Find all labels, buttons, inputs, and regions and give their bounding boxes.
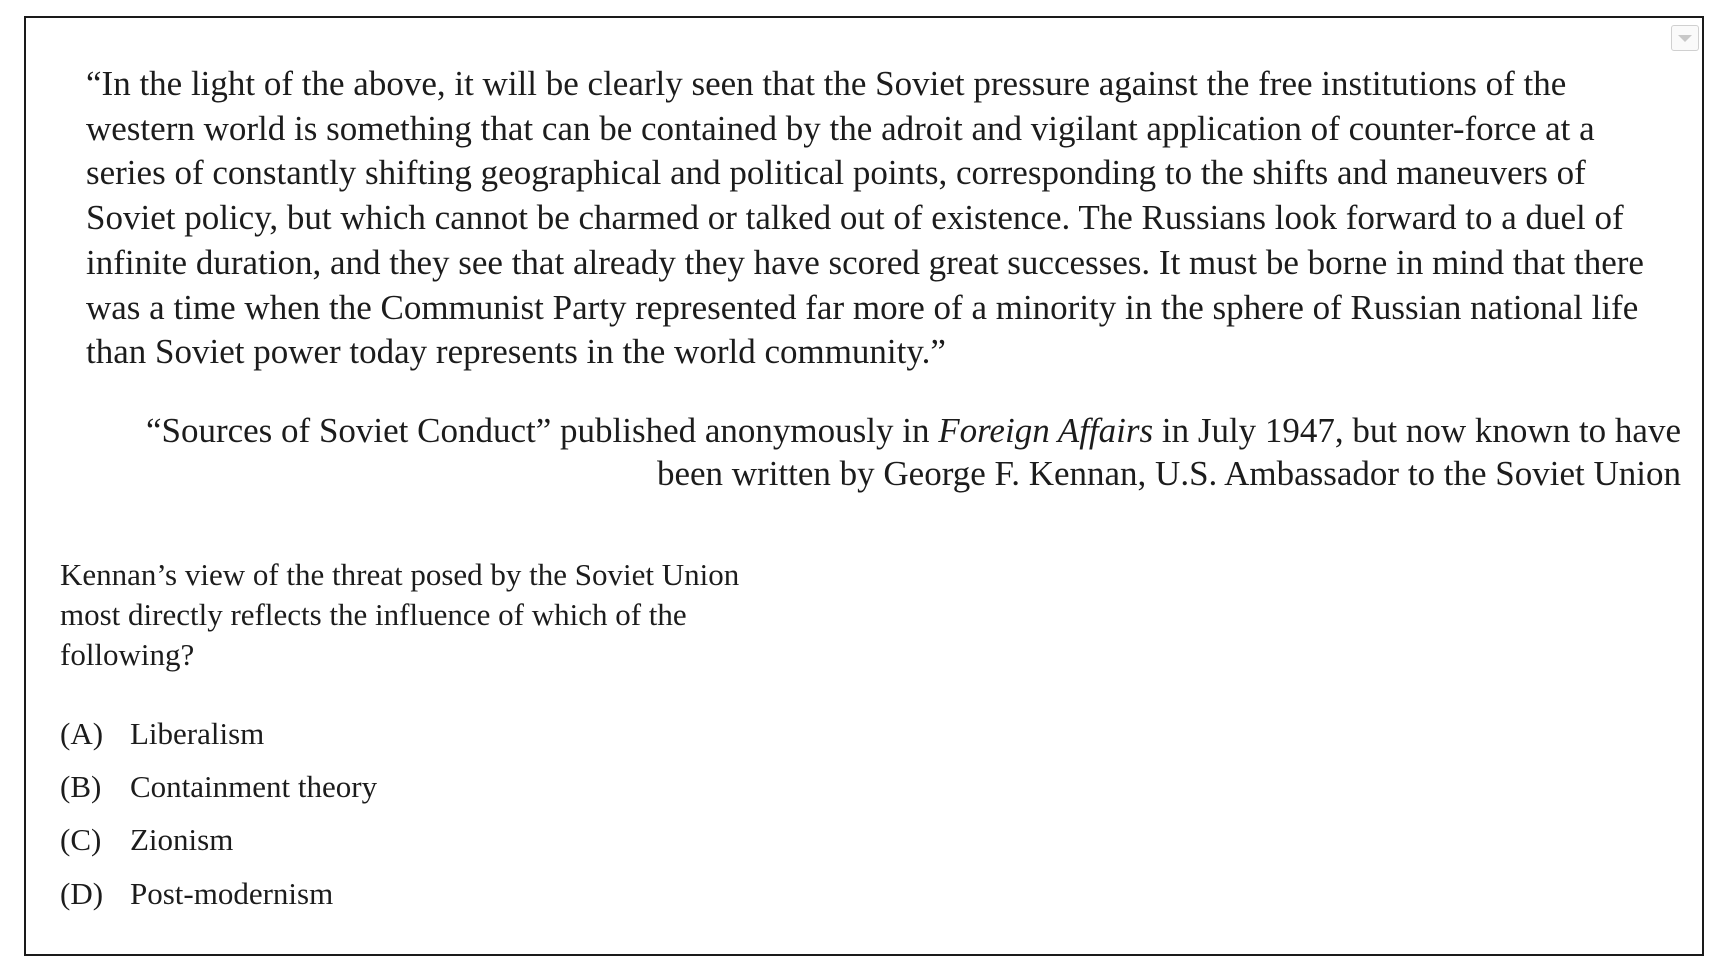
passage-attribution	[86, 409, 1681, 495]
option-text: Post-modernism	[130, 875, 334, 911]
answer-option-b[interactable]	[60, 760, 377, 813]
passage-quote: “In the light of the above, it will be clearly seen that the Soviet pressure against the free institutions of the western world is something that can be contained by the adroit and vigilant application of counter-force at a series of constantly shifting geographical and political points, corresponding to the shifts and maneuvers of Soviet policy, but which cannot be charmed or talked out of existence. The Russians look forward to a duel of infinite duration, and they see that already they have scored great successes. It must be borne in mind that there was a time when the Communist Party represented far more of a minority in the sphere of Russian national life than Soviet power today represents in the world community.”	[86, 64, 1644, 372]
option-text: Zionism	[130, 822, 234, 858]
option-letter: (A)	[60, 715, 104, 751]
answer-option-c[interactable]	[60, 814, 377, 867]
option-letter: (C)	[60, 822, 102, 858]
answer-option-a[interactable]	[60, 707, 377, 760]
option-text: Liberalism	[130, 715, 265, 751]
question-card	[24, 16, 1704, 956]
attribution-publication: Foreign Affairs	[938, 411, 1154, 450]
collapse-dropdown-button[interactable]	[1671, 25, 1699, 51]
answer-option-d[interactable]	[60, 867, 377, 920]
option-letter: (D)	[60, 875, 104, 911]
question-stem: Kennan’s view of the threat posed by the Soviet Union most directly reflects the influence of which of the following?	[60, 557, 740, 672]
attribution-text-after: in July 1947, but now known to have been written by George F. Kennan, U.S. Ambassador to the Soviet Union	[656, 411, 1681, 493]
answer-options	[60, 707, 377, 920]
attribution-text-before: “Sources of Soviet Conduct” published anonymously in	[145, 411, 939, 450]
option-letter: (B)	[60, 768, 102, 804]
chevron-down-icon	[1678, 35, 1692, 42]
option-text: Containment theory	[130, 768, 378, 804]
